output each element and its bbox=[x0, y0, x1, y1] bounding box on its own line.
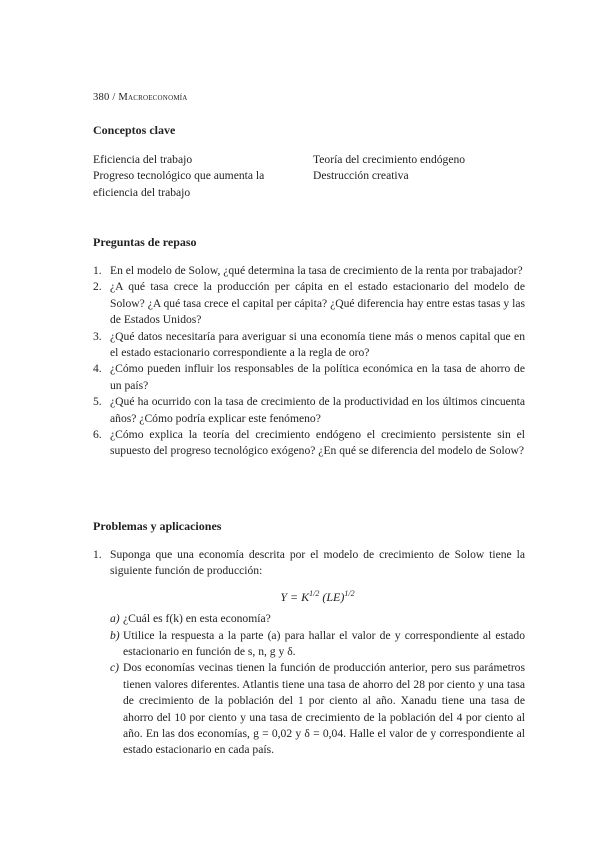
question-text: ¿A qué tasa crece la producción per cápita en el estado estacionario del modelo de Solow? ¿A qué tasa crece el capital per cápita? ¿Qué diferencia hay entre estas tasas y las de Estados Unidos? bbox=[110, 280, 525, 327]
problem-part bbox=[110, 628, 525, 661]
question-number: 5. bbox=[93, 395, 102, 409]
problem-part bbox=[110, 660, 525, 758]
concept-item: Teoría del crecimiento endógeno bbox=[313, 153, 466, 166]
production-function-equation bbox=[110, 586, 525, 605]
concept-item: eficiencia del trabajo bbox=[93, 185, 191, 199]
part-text: ¿Cuál es f(k) en esta economía? bbox=[123, 612, 271, 626]
question-item bbox=[93, 329, 525, 362]
question-item bbox=[93, 279, 525, 328]
equation-lhs: Y = K bbox=[280, 589, 310, 604]
key-concepts-column-b bbox=[313, 152, 525, 201]
part-text: Utilice la respuesta a la parte (a) para hallar el valor de y correspondiente al estado estacionario en función de s, n, g y δ. bbox=[123, 628, 525, 659]
running-head-separator: / bbox=[109, 92, 119, 103]
question-text: ¿Qué ha ocurrido con la tasa de crecimiento de la productividad en los últimos cincuenta años? ¿Cómo podría explicar este fenómeno? bbox=[110, 395, 525, 425]
question-text: ¿Cómo explica la teoría del crecimiento endógeno el crecimiento persistente sin el supuesto del progreso tecnológico exógeno? ¿En qué se diferencia del modelo de Solow? bbox=[110, 428, 525, 458]
key-concepts-column-a bbox=[93, 152, 313, 201]
problem-item bbox=[93, 547, 525, 759]
key-concepts-heading: Conceptos clave bbox=[93, 123, 176, 137]
question-number: 4. bbox=[93, 362, 102, 376]
review-questions-heading: Preguntas de repaso bbox=[93, 235, 197, 249]
question-number: 1. bbox=[93, 264, 102, 277]
problems-heading: Problemas y aplicaciones bbox=[93, 519, 222, 533]
equation-exponent: 1/2 bbox=[309, 588, 320, 598]
problem-number: 1. bbox=[93, 548, 102, 561]
key-concepts-list bbox=[93, 152, 525, 201]
problem-intro: Suponga que una economía descrita por el modelo de crecimiento de Solow tiene la siguiente función de producción: bbox=[110, 548, 525, 578]
question-text: ¿Qué datos necesitaría para averiguar si una economía tiene más o menos capital que en el estado estacionario correspondiente a la regla de oro? bbox=[110, 329, 525, 360]
part-letter: c) bbox=[110, 661, 120, 675]
problems-list bbox=[93, 547, 525, 759]
question-number: 2. bbox=[93, 280, 102, 294]
part-text: Dos economías vecinas tienen la función de producción anterior, pero sus parámetros tienen valores diferentes. Atlantis tiene una tasa de ahorro del 28 por ciento y una tasa de crecimiento de la población del 1 por ciento al año. Xanadu tiene una tasa de ahorro del 10 por ciento y una tasa de crecimiento de la población del 4 por ciento al año. En las dos economías, g = 0,02 y δ = 0,04. Halle el valor de y correspondiente al estado estacionario en cada país. bbox=[123, 661, 525, 757]
question-number: 6. bbox=[93, 428, 102, 442]
page-number: 380 bbox=[93, 92, 110, 103]
question-number: 3. bbox=[93, 329, 102, 343]
concept-item: Eficiencia del trabajo bbox=[93, 153, 193, 166]
question-item bbox=[93, 263, 525, 279]
equation-middle: (LE) bbox=[319, 589, 345, 604]
question-text: ¿Cómo pueden influir los responsables de la política económica en la tasa de ahorro de un país? bbox=[110, 362, 525, 392]
running-head bbox=[93, 90, 188, 106]
concept-item: Progreso tecnológico que aumenta la bbox=[93, 169, 265, 183]
equation-exponent: 1/2 bbox=[344, 588, 355, 598]
book-title: Macroeconomía bbox=[118, 92, 188, 103]
question-item bbox=[93, 361, 525, 394]
review-questions-list bbox=[93, 263, 525, 460]
problem-part bbox=[110, 611, 525, 627]
problem-parts bbox=[110, 611, 525, 759]
question-text: En el modelo de Solow, ¿qué determina la tasa de crecimiento de la renta por trabajador? bbox=[110, 264, 523, 277]
question-item bbox=[93, 427, 525, 460]
part-letter: b) bbox=[110, 628, 120, 642]
part-letter: a) bbox=[110, 612, 120, 626]
question-item bbox=[93, 394, 525, 427]
concept-item: Destrucción creativa bbox=[313, 169, 409, 183]
